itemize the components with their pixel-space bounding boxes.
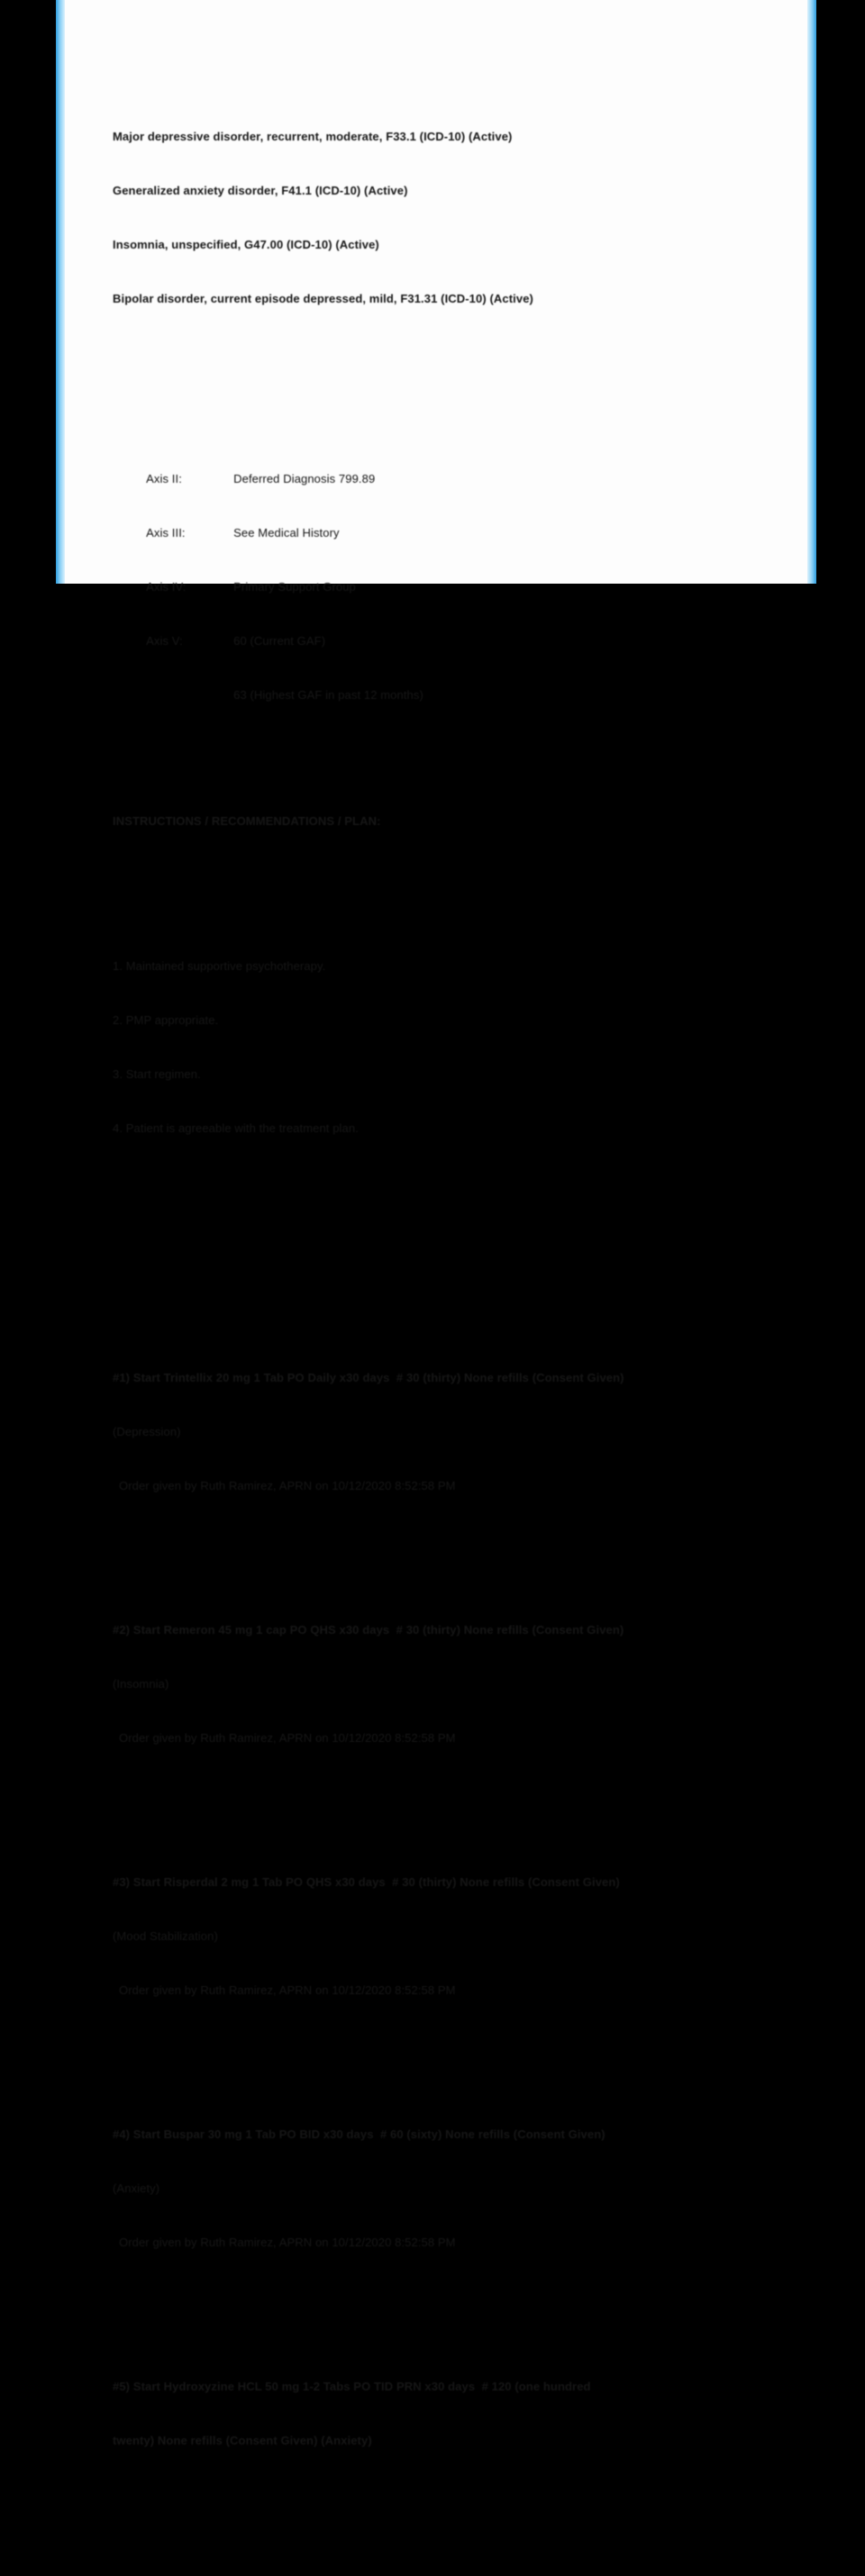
axis-label: Axis IV:	[146, 580, 187, 594]
axis-value: 60 (Current GAF)	[233, 634, 326, 648]
order-3-attribution: Order given by Ruth Ramirez, APRN on 10/12/2020 8:52:58 PM	[119, 1983, 456, 1997]
diagnosis-line-4: Bipolar disorder, current episode depressed, mild, F31.31 (ICD-10) (Active)	[113, 292, 533, 305]
order-1-line: #1) Start Trintellix 20 mg 1 Tab PO Daily x30 days # 30 (thirty) None refills (Consent Given)	[113, 1371, 624, 1384]
order-5	[113, 2342, 797, 2486]
axis-value: 63 (Highest GAF in past 12 months)	[233, 688, 423, 702]
diagnosis-line-2: Generalized anxiety disorder, F41.1 (ICD-10) (Active)	[113, 184, 408, 197]
axis-row-5	[113, 614, 797, 648]
diagnosis-list	[113, 92, 797, 344]
order-4	[113, 2090, 797, 2288]
order-1-indication: (Depression)	[113, 1425, 181, 1438]
order-1	[113, 1333, 797, 1531]
order-2-indication: (Insomnia)	[113, 1677, 169, 1691]
plan-item-3: 3. Start regimen.	[113, 1067, 201, 1081]
order-4-indication: (Anxiety)	[113, 2181, 160, 2195]
axis-value: Primary Support Group	[233, 580, 356, 594]
order-5-line: #5) Start Hydroxyzine HCL 50 mg 1-2 Tabs PO TID PRN x30 days # 120 (one hundred	[113, 2380, 591, 2393]
order-1-attribution: Order given by Ruth Ramirez, APRN on 10/12/2020 8:52:58 PM	[119, 1479, 456, 1492]
order-3	[113, 1837, 797, 2036]
order-4-line: #4) Start Buspar 30 mg 1 Tab PO BID x30 days # 60 (sixty) None refills (Consent Given)	[113, 2127, 606, 2141]
medication-orders	[113, 1279, 797, 2540]
document-page	[65, 0, 807, 2447]
axis-row-3	[113, 506, 797, 540]
order-5-continuation: twenty) None refills (Consent Given) (Anxiety)	[113, 2434, 372, 2447]
axis-row-5b	[113, 668, 797, 702]
instructions-plan-header: INSTRUCTIONS / RECOMMENDATIONS / PLAN:	[113, 814, 381, 828]
axis-label: Axis V:	[146, 634, 183, 648]
right-cyan-border	[807, 0, 816, 584]
axis-row-2	[113, 452, 797, 485]
axis-section	[113, 416, 797, 722]
plan-item-2: 2. PMP appropriate.	[113, 1013, 219, 1027]
order-3-line: #3) Start Risperdal 2 mg 1 Tab PO QHS x30 days # 30 (thirty) None refills (Consent Given)	[113, 1875, 620, 1889]
axis-label: Axis II:	[146, 472, 182, 485]
plan-list	[113, 921, 797, 1174]
order-2-attribution: Order given by Ruth Ramirez, APRN on 10/12/2020 8:52:58 PM	[119, 1731, 456, 1745]
order-2-line: #2) Start Remeron 45 mg 1 cap PO QHS x30 days # 30 (thirty) None refills (Consent Given)	[113, 1623, 624, 1637]
axis-label: Axis III:	[146, 526, 186, 540]
plan-item-1: 1. Maintained supportive psychotherapy.	[113, 959, 326, 973]
left-cyan-border	[56, 0, 65, 584]
diagnosis-line-1: Major depressive disorder, recurrent, moderate, F33.1 (ICD-10) (Active)	[113, 130, 513, 143]
order-4-attribution: Order given by Ruth Ramirez, APRN on 10/12/2020 8:52:58 PM	[119, 2236, 456, 2249]
order-3-indication: (Mood Stabilization)	[113, 1929, 218, 1943]
axis-row-4	[113, 560, 797, 594]
plan-item-4: 4. Patient is agreeable with the treatment plan.	[113, 1121, 359, 1135]
axis-value: Deferred Diagnosis 799.89	[233, 472, 376, 485]
axis-value: See Medical History	[233, 526, 340, 540]
diagnosis-line-3: Insomnia, unspecified, G47.00 (ICD-10) (Active)	[113, 238, 379, 251]
order-2	[113, 1585, 797, 1783]
medical-note-body	[113, 20, 797, 2576]
